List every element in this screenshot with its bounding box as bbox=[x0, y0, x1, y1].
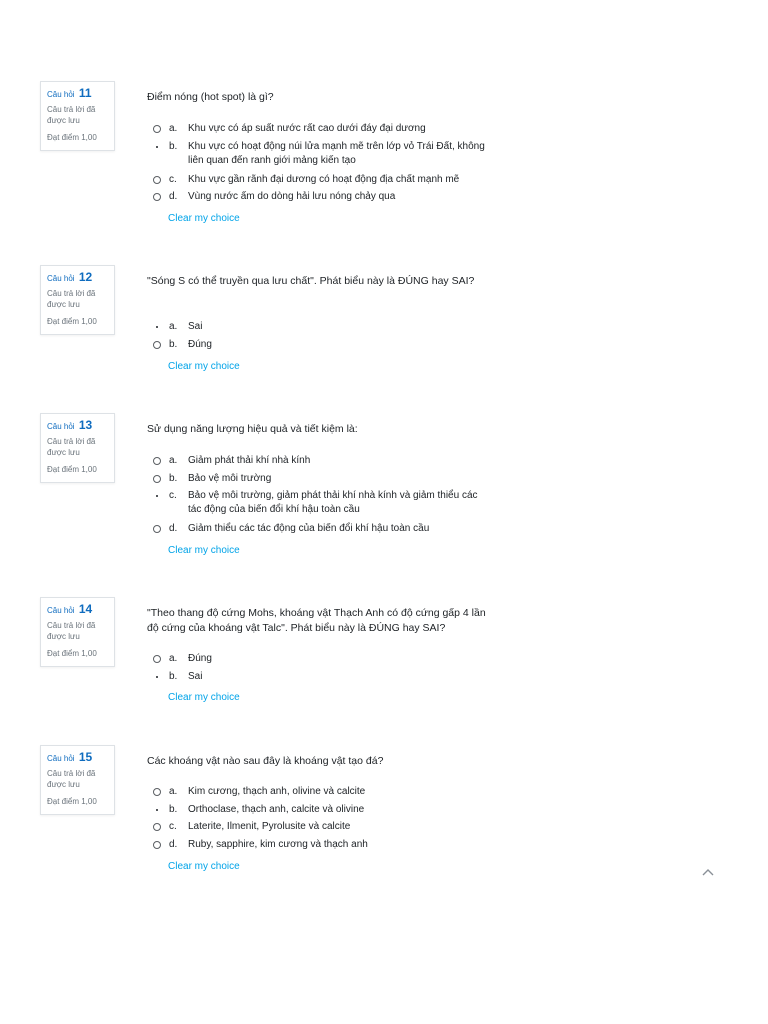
question-text: Các khoáng vật nào sau đây là khoáng vật tạo đá? bbox=[147, 755, 384, 767]
question-number bbox=[47, 419, 108, 433]
answer-letter: a. bbox=[169, 653, 178, 664]
answer-option[interactable] bbox=[150, 488, 495, 521]
answer-option[interactable] bbox=[150, 337, 495, 355]
question-grade: Đạt điểm 1,00 bbox=[47, 133, 97, 142]
clear-choice-link[interactable]: Clear my choice bbox=[168, 545, 240, 556]
question-number-value: 12 bbox=[78, 270, 93, 284]
clear-choice-link[interactable]: Clear my choice bbox=[168, 213, 240, 224]
clear-choice-link[interactable]: Clear my choice bbox=[168, 692, 240, 703]
radio-button[interactable] bbox=[153, 323, 161, 331]
answer-text: Đúng bbox=[188, 653, 212, 664]
answer-text: Sai bbox=[188, 321, 203, 332]
answer-letter: d. bbox=[169, 838, 178, 850]
answer-option[interactable] bbox=[150, 669, 495, 687]
question-label: Câu hỏi bbox=[47, 606, 75, 615]
question-info bbox=[40, 745, 115, 815]
answer-option[interactable] bbox=[150, 319, 495, 337]
question-info bbox=[40, 81, 115, 151]
answer-text: Bảo vệ môi trường, giảm phát thải khí nhà kính và giảm thiểu các tác động của biến đổi khí hậu toàn cầu bbox=[188, 490, 478, 515]
radio-button[interactable] bbox=[153, 788, 161, 796]
answer-letter: b. bbox=[169, 670, 178, 682]
question-number-value: 14 bbox=[78, 602, 93, 616]
question-grade: Đạt điểm 1,00 bbox=[47, 317, 97, 326]
question-number bbox=[47, 271, 108, 285]
question-text: "Sóng S có thể truyền qua lưu chất". Phát biểu này là ĐÚNG hay SAI? bbox=[147, 275, 475, 287]
answer-state: Câu trả lời đã được lưu bbox=[47, 621, 96, 641]
answer-text: Laterite, Ilmenit, Pyrolusite và calcite bbox=[188, 821, 351, 832]
answer-letter: d. bbox=[169, 191, 178, 202]
answer-option[interactable] bbox=[150, 139, 495, 172]
answer-text: Giảm phát thải khí nhà kính bbox=[188, 455, 311, 466]
radio-button[interactable] bbox=[153, 655, 161, 663]
radio-button[interactable] bbox=[153, 673, 161, 681]
answer-option[interactable] bbox=[150, 784, 495, 802]
answer-state: Câu trả lời đã được lưu bbox=[47, 437, 96, 457]
radio-button[interactable] bbox=[153, 823, 161, 831]
answer-letter: d. bbox=[169, 523, 178, 534]
radio-button[interactable] bbox=[153, 492, 161, 500]
answer-letter: a. bbox=[169, 123, 178, 134]
answer-option[interactable] bbox=[150, 471, 495, 489]
question-label: Câu hỏi bbox=[47, 422, 75, 431]
answer-text: Ruby, sapphire, kim cương và thạch anh bbox=[188, 838, 368, 850]
answer-text: Bảo vệ môi trường bbox=[188, 472, 272, 484]
answer-text: Khu vực có áp suất nước rất cao dưới đáy đại dương bbox=[188, 123, 426, 134]
answer-state: Câu trả lời đã được lưu bbox=[47, 289, 96, 309]
answer-option[interactable] bbox=[150, 189, 495, 207]
question-label: Câu hỏi bbox=[47, 754, 75, 763]
answer-option[interactable] bbox=[150, 802, 495, 820]
answer-list bbox=[150, 121, 495, 207]
answer-text: Giảm thiểu các tác động của biến đổi khí hậu toàn cầu bbox=[188, 523, 430, 534]
answer-letter: a. bbox=[169, 321, 178, 332]
question-info bbox=[40, 413, 115, 483]
radio-button[interactable] bbox=[153, 806, 161, 814]
clear-choice-link[interactable]: Clear my choice bbox=[168, 861, 240, 872]
answer-text: Khu vực gần rãnh đại dương có hoạt động địa chất mạnh mẽ bbox=[188, 173, 460, 185]
answer-option[interactable] bbox=[150, 121, 495, 139]
answer-state: Câu trả lời đã được lưu bbox=[47, 769, 96, 789]
radio-button[interactable] bbox=[153, 176, 161, 184]
question-number-value: 15 bbox=[78, 750, 93, 764]
answer-letter: b. bbox=[169, 803, 178, 815]
answer-option[interactable] bbox=[150, 819, 495, 837]
radio-button[interactable] bbox=[153, 125, 161, 133]
answer-state: Câu trả lời đã được lưu bbox=[47, 105, 96, 125]
answer-text: Vùng nước ấm do dòng hải lưu nóng chảy qua bbox=[188, 191, 396, 202]
question-text: "Theo thang độ cứng Mohs, khoáng vật Thạch Anh có độ cứng gấp 4 lần độ cứng của khoáng vật Talc". Phát biểu này là ĐÚNG hay SAI? bbox=[147, 607, 486, 634]
radio-button[interactable] bbox=[153, 341, 161, 349]
question-text: Điểm nóng (hot spot) là gì? bbox=[147, 91, 274, 103]
answer-option[interactable] bbox=[150, 521, 495, 539]
answer-text: Sai bbox=[188, 670, 203, 682]
answer-list bbox=[150, 651, 495, 686]
answer-letter: c. bbox=[169, 821, 177, 832]
answer-option[interactable] bbox=[150, 837, 495, 855]
answer-list bbox=[150, 784, 495, 854]
question-number-value: 13 bbox=[78, 418, 93, 432]
radio-button[interactable] bbox=[153, 475, 161, 483]
answer-letter: c. bbox=[169, 173, 177, 185]
answer-option[interactable] bbox=[150, 453, 495, 471]
answer-letter: a. bbox=[169, 786, 178, 797]
answer-text: Khu vực có hoạt động núi lửa mạnh mẽ trên lớp vỏ Trái Đất, không liên quan đến ranh giới mảng kiến tạo bbox=[188, 140, 485, 166]
answer-text: Đúng bbox=[188, 338, 212, 350]
answer-option[interactable] bbox=[150, 172, 495, 190]
answer-letter: b. bbox=[169, 338, 178, 350]
radio-button[interactable] bbox=[153, 841, 161, 849]
question-grade: Đạt điểm 1,00 bbox=[47, 797, 97, 806]
question-label: Câu hỏi bbox=[47, 90, 75, 99]
question-grade: Đạt điểm 1,00 bbox=[47, 649, 97, 658]
question-text: Sử dụng năng lượng hiệu quả và tiết kiệm là: bbox=[147, 423, 358, 435]
answer-text: Kim cương, thạch anh, olivine và calcite bbox=[188, 786, 366, 797]
answer-list bbox=[150, 453, 495, 539]
answer-text: Orthoclase, thạch anh, calcite và olivine bbox=[188, 803, 365, 815]
radio-button[interactable] bbox=[153, 193, 161, 201]
question-number-value: 11 bbox=[78, 86, 92, 100]
question-label: Câu hỏi bbox=[47, 274, 75, 283]
clear-choice-link[interactable]: Clear my choice bbox=[168, 361, 240, 372]
chevron-up-icon bbox=[700, 865, 716, 879]
radio-button[interactable] bbox=[153, 143, 161, 151]
back-to-top-button[interactable] bbox=[700, 865, 716, 879]
question-info bbox=[40, 597, 115, 667]
answer-letter: c. bbox=[169, 490, 177, 501]
question-number bbox=[47, 87, 108, 101]
answer-option[interactable] bbox=[150, 651, 495, 669]
question-info bbox=[40, 265, 115, 335]
answer-letter: a. bbox=[169, 455, 178, 466]
answer-letter: b. bbox=[169, 140, 178, 152]
answer-letter: b. bbox=[169, 472, 178, 484]
answer-list bbox=[150, 319, 495, 354]
question-number bbox=[47, 603, 108, 617]
radio-button[interactable] bbox=[153, 525, 161, 533]
question-number bbox=[47, 751, 108, 765]
question-grade: Đạt điểm 1,00 bbox=[47, 465, 97, 474]
radio-button[interactable] bbox=[153, 457, 161, 465]
